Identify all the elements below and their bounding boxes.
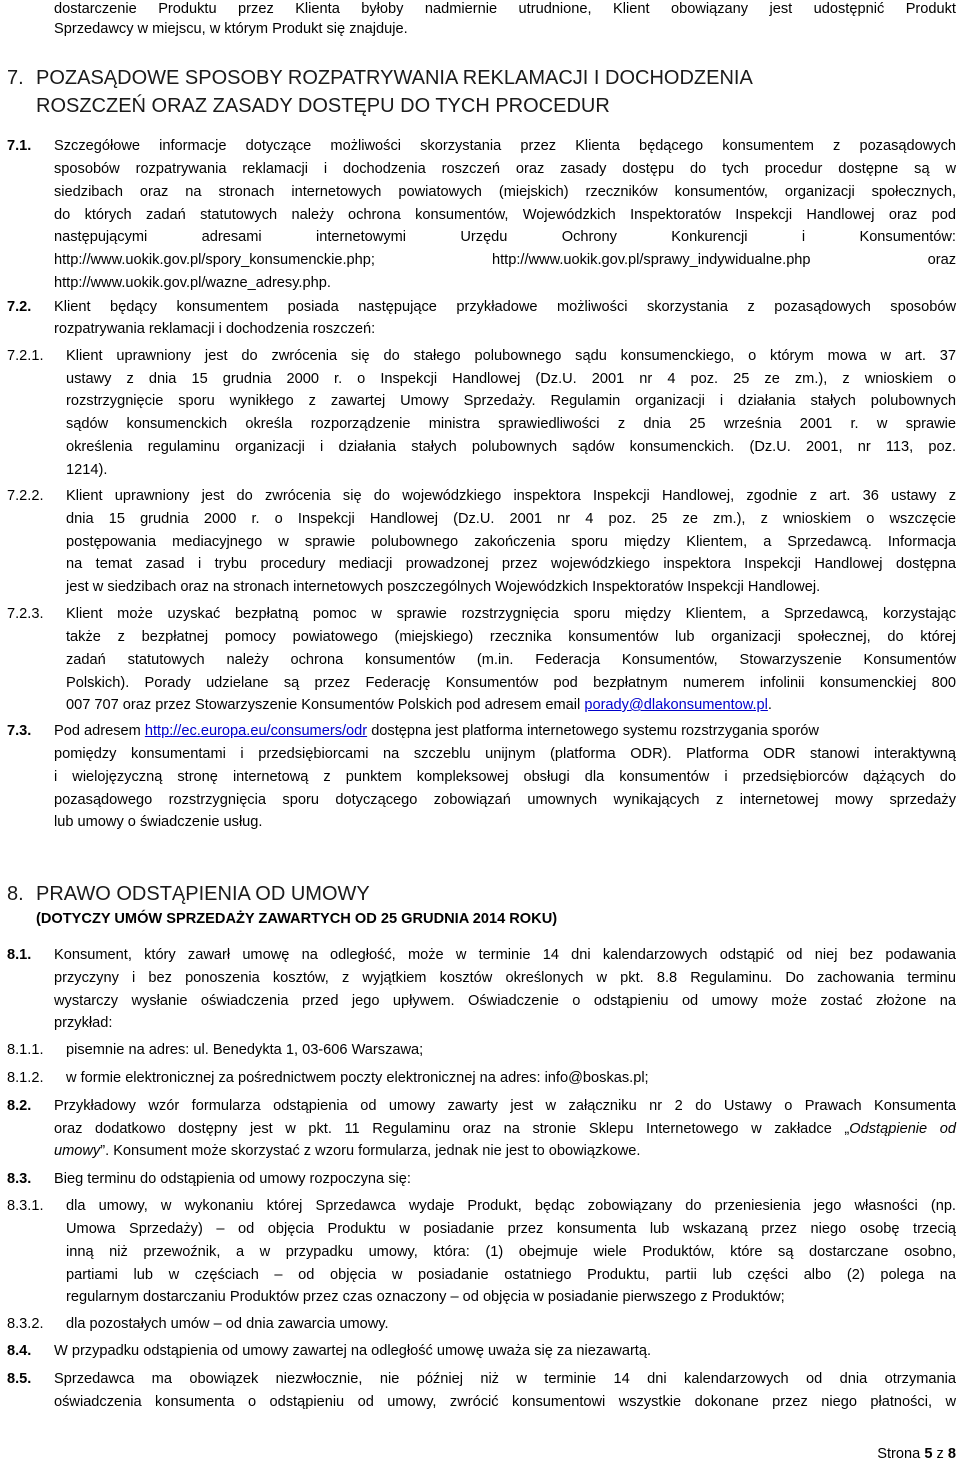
clause-number-8-1-2: 8.1.2. bbox=[7, 1070, 44, 1086]
page-label: Strona bbox=[877, 1446, 921, 1462]
section-7-title-line-2: ROSZCZEŃ ORAZ ZASADY DOSTĘPU DO TYCH PROCEDUR bbox=[36, 95, 610, 117]
clause-number-7-2: 7.2. bbox=[7, 299, 32, 315]
section-7-number: 7. bbox=[7, 67, 24, 89]
clause-7-2-1-line: określenia regulaminu organizacji i działania stałych polubownych sądów konsumenckich. (Dz.U. 2001, nr 113, poz. bbox=[66, 439, 956, 455]
clause-8-1-line: Konsument, który zawarł umowę na odległość, może w terminie 14 dni kalendarzowych odstąpić od niej bez podawania bbox=[54, 947, 956, 963]
clause-7-2-1-line: rozstrzygnięcie sporu wynikłego z zawartej Umowy Sprzedaży. Regulamin organizacji i działania stałych polubownych bbox=[66, 393, 956, 409]
clause-7-2-1-line: sądów konsumenckich określa rozporządzenie ministra sprawiedliwości z dnia 25 września 2001 r. w sprawie bbox=[66, 416, 956, 432]
clause-8-3-2-text: dla pozostałych umów – od dnia zawarcia umowy. bbox=[66, 1316, 389, 1332]
page-sep: z bbox=[936, 1446, 944, 1462]
clause-7-2-1-line: 1214). bbox=[66, 462, 108, 478]
clause-7-1-line: http://www.uokik.gov.pl/wazne_adresy.php. bbox=[54, 275, 331, 291]
clause-7-2-2-line: Klient uprawniony jest do zwrócenia się do wojewódzkiego inspektora Inspekcji Handlowej, zgodnie z art. 36 ustawy z bbox=[66, 488, 956, 504]
clause-8-3-1-line: partiami lub w częściach – od objęcia w posiadanie ostatniego Produktu, partii lub części albo (2) polega na bbox=[66, 1267, 956, 1283]
clause-7-2-2-line: na temat zasad i trybu procedury mediacji prowadzonej przez wojewódzkiego inspektora Inspekcji Handlowej dostępna bbox=[66, 556, 956, 572]
clause-7-1-line: następującymi adresami internetowymi Urzędu Ochrony Konkurencji i Konsumentów: bbox=[54, 229, 956, 245]
odr-link[interactable]: http://ec.europa.eu/consumers/odr bbox=[144, 723, 368, 739]
clause-8-1-line: przyczyny i bez ponoszenia kosztów, z wyjątkiem kosztów określonych w pkt. 8.8 Regulaminu. Do zachowania terminu bbox=[54, 970, 956, 986]
form-tab-name-end: umowy bbox=[54, 1143, 101, 1159]
clause-number-7-1: 7.1. bbox=[7, 138, 32, 154]
clause-7-2-3-line: Polskich). Porady udzielane są przez Federację Konsumentów pod bezpłatnym numerem infolinii konsumenckiej 800 bbox=[66, 675, 956, 691]
clause-7-2-3-period: . bbox=[767, 697, 772, 713]
clause-7-2-line: rozpatrywania reklamacji i dochodzenia roszczeń: bbox=[54, 321, 376, 337]
clause-7-2-3-last-line bbox=[66, 696, 772, 714]
clause-7-1-line: Szczegółowe informacje dotyczące możliwości skorzystania przez Klienta będącego konsumentem z pozasądowych bbox=[54, 138, 956, 154]
clause-number-7-2-3: 7.2.3. bbox=[7, 606, 44, 622]
clause-8-3-1-line: regularnym dostarczaniu Produktów przez czas oznaczony – od objęcia w posiadanie pierwszego z Produktów; bbox=[66, 1289, 785, 1305]
clause-7-1-line: siedzibach oraz na stronach internetowych powiatowych (miejskich) rzeczników konsumentów, organizacji społecznych, bbox=[54, 184, 956, 200]
section-7-title-line-1: POZASĄDOWE SPOSOBY ROZPATRYWANIA REKLAMACJI I DOCHODZENIA bbox=[36, 67, 753, 89]
clause-8-1-1-text: pisemnie na adres: ul. Benedykta 1, 03-606 Warszawa; bbox=[66, 1042, 424, 1058]
clause-7-2-2-line: jest w siedzibach oraz na stronach internetowych poszczególnych Wojewódzkich Inspektoratów Inspekcji Handlowej. bbox=[66, 579, 821, 595]
clause-8-3-1-line: inną niż przewoźnik, a w przypadku umowy, która: (1) obejmuje wiele Produktów, które są dostarczane osobno, bbox=[66, 1244, 956, 1260]
clause-8-2-text: oraz dodatkowo dostępny jest w pkt. 11 Regulaminu oraz na stronie Sklepu Internetowego w zakładce „ bbox=[54, 1121, 850, 1137]
clause-7-2-line: Klient będący konsumentem posiada następujące przykładowe możliwości skorzystania z pozasądowych sposobów bbox=[54, 299, 956, 315]
clause-7-3-line: lub umowy o świadczenie usług. bbox=[54, 814, 263, 830]
clause-number-8-2: 8.2. bbox=[7, 1098, 32, 1114]
clause-8-5-line: Sprzedawca ma obowiązek niezwłocznie, nie później niż w terminie 14 dni kalendarzowych od dnia otrzymania bbox=[54, 1371, 956, 1387]
clause-8-1-2-text: w formie elektronicznej za pośrednictwem poczty elektronicznej na adres: info@boskas.pl; bbox=[66, 1070, 649, 1086]
clause-7-3-line: pozasądowego rozstrzygnięcia sporu dotyczącego zobowiązań umownych wynikających z internetowej mowy sprzedaży bbox=[54, 792, 956, 808]
clause-number-8-1: 8.1. bbox=[7, 947, 32, 963]
clause-7-3-line: i wielojęzyczną stronę internetową z punktem kompleksowej obsługi dla konsumentów i przedsiębiorców dążących do bbox=[54, 769, 956, 785]
clause-7-2-2-line: postępowania mediacyjnego w sprawie polubownego zakończenia sporu między Klientem, a Sprzedawcą. Informacja bbox=[66, 534, 956, 550]
clause-7-3-prefix: Pod adresem bbox=[54, 723, 145, 739]
clause-7-3-line: pomiędzy konsumentami i przedsiębiorcami na szczeblu unijnym (platforma ODR). Platforma ODR stanowi interaktywną bbox=[54, 746, 956, 762]
clause-8-4-text: W przypadku odstąpienia od umowy zawartej na odległość umowę uważa się za niezawartą. bbox=[54, 1343, 652, 1359]
clause-7-2-3-line: Klient może uzyskać bezpłatną pomoc w sprawie rozstrzygnięcia sporu między Klientem, a Sprzedawcą, korzystając bbox=[66, 606, 956, 622]
clause-7-3-first-line bbox=[54, 722, 819, 740]
clause-7-2-3-line: zadań statutowych należy ochrona konsumentów (m.in. Federacja Konsumentów, Stowarzyszenie Konsumentów bbox=[66, 652, 956, 668]
clause-8-2-suffix: ”. Konsument może skorzystać z wzoru formularza, jednak nie jest to obowiązkowe. bbox=[100, 1143, 641, 1159]
clause-7-2-1-line: Klient uprawniony jest do zwrócenia się do stałego polubownego sądu konsumenckiego, o którym mowa w art. 37 bbox=[66, 348, 956, 364]
clause-7-2-2-line: dnia 15 grudnia 2000 r. o Inspekcji Handlowej (Dz.U. 2001 nr 4 poz. 25 ze zm.), z wnioskiem o wszczęcie bbox=[66, 511, 956, 527]
page-total: 8 bbox=[947, 1446, 956, 1462]
section-8-number: 8. bbox=[7, 883, 24, 905]
clause-7-1-line: http://www.uokik.gov.pl/spory_konsumenckie.php; http://www.uokik.gov.pl/sprawy_indywidualne.php oraz bbox=[54, 252, 956, 268]
clause-7-2-3-line: także z bezpłatnej pomocy powiatowego (miejskiego) rzecznika konsumentów lub organizacji społecznej, do której bbox=[66, 629, 956, 645]
clause-8-2-line: Przykładowy wzór formularza odstąpienia od umowy zawarty jest w załączniku nr 2 do Ustawy o Prawach Konsumenta bbox=[54, 1098, 956, 1114]
clause-8-3-1-line: dla umowy, w wykonaniu której Sprzedawca wydaje Produkt, będąc zobowiązany do przeniesienia jego własności (np. bbox=[66, 1198, 956, 1214]
clause-7-3-suffix: dostępna jest platforma internetowego systemu rozstrzygania sporów bbox=[367, 723, 819, 739]
section-8-title: PRAWO ODSTĄPIENIA OD UMOWY bbox=[36, 883, 370, 905]
email-link[interactable]: porady@dlakonsumentow.pl bbox=[584, 697, 768, 713]
clause-7-2-3-text: 007 707 oraz przez Stowarzyszenie Konsumentów Polskich pod adresem email bbox=[66, 697, 585, 713]
clause-number-7-2-1: 7.2.1. bbox=[7, 348, 44, 364]
page-number bbox=[877, 1445, 956, 1463]
clause-7-1-line: sposobów rozpatrywania reklamacji i dochodzenia roszczeń oraz zasady dostępu do tych procedur dostępne są w bbox=[54, 161, 956, 177]
form-tab-name: Odstąpienie od bbox=[849, 1121, 956, 1137]
clause-8-3-text: Bieg terminu do odstąpienia od umowy rozpoczyna się: bbox=[54, 1171, 411, 1187]
clause-8-2-line-3 bbox=[54, 1142, 640, 1160]
clause-number-8-3-1: 8.3.1. bbox=[7, 1198, 44, 1214]
section-8-subtitle: (DOTYCZY UMÓW SPRZEDAŻY ZAWARTYCH OD 25 GRUDNIA 2014 ROKU) bbox=[36, 911, 558, 927]
clause-number-8-1-1: 8.1.1. bbox=[7, 1042, 44, 1058]
clause-number-8-3: 8.3. bbox=[7, 1171, 32, 1187]
clause-number-7-2-2: 7.2.2. bbox=[7, 488, 44, 504]
clause-8-5-line: oświadczenia konsumenta o odstąpieniu od umowy, zwrócić konsumentowi wszystkie dokonane przez niego płatności, w bbox=[54, 1394, 956, 1410]
continuation-line-2: Sprzedawcy w miejscu, w którym Produkt się znajduje. bbox=[54, 21, 408, 37]
clause-8-2-line-2 bbox=[54, 1120, 956, 1138]
clause-8-3-1-line: Umowa Sprzedaży) – od objęcia Produktu w posiadanie przez konsumenta lub wskazaną przez niego osobę trzecią bbox=[66, 1221, 956, 1237]
clause-number-8-3-2: 8.3.2. bbox=[7, 1316, 44, 1332]
clause-number-7-3: 7.3. bbox=[7, 723, 32, 739]
clause-7-1-line: do których zadań statutowych należy ochrona konsumentów, Wojewódzkich Inspektoratów Inspekcji Handlowej oraz pod bbox=[54, 207, 956, 223]
page-current: 5 bbox=[924, 1446, 933, 1462]
clause-8-1-line: przykład: bbox=[54, 1015, 113, 1031]
clause-number-8-5: 8.5. bbox=[7, 1371, 32, 1387]
clause-7-2-1-line: ustawy z dnia 15 grudnia 2000 r. o Inspekcji Handlowej (Dz.U. 2001 nr 4 poz. 25 ze zm.), z wnioskiem o bbox=[66, 371, 956, 387]
continuation-line-1: dostarczenie Produktu przez Klienta byłoby nadmiernie utrudnione, Klient obowiązany jest udostępnić Produkt bbox=[54, 1, 956, 17]
clause-number-8-4: 8.4. bbox=[7, 1343, 32, 1359]
clause-8-1-line: wystarczy wysłanie oświadczenia przed jego upływem. Oświadczenie o odstąpieniu od umowy może zostać złożone na bbox=[54, 993, 956, 1009]
